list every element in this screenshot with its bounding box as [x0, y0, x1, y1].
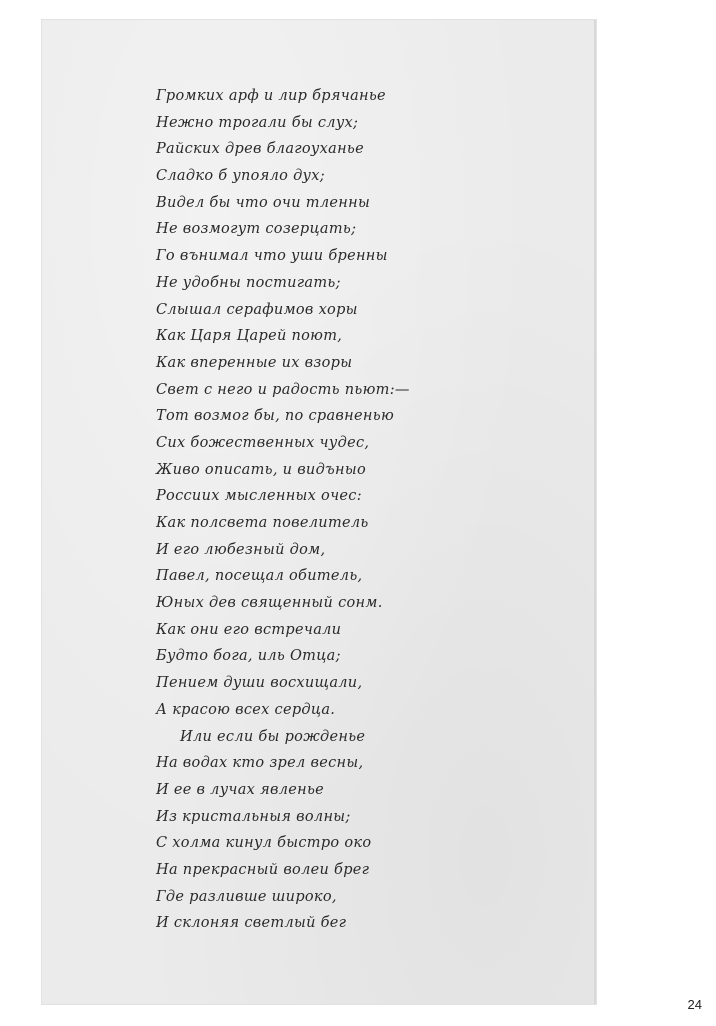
poem-line: Из кристальныя волны; — [156, 808, 351, 825]
poem-line: Сих божественных чудес, — [156, 434, 370, 451]
sheet-edge — [594, 20, 596, 1004]
poem-line: И его любезный дом, — [156, 541, 326, 558]
poem-line: Юных дев священный сонм. — [156, 595, 383, 612]
poem-line: А красою всех сердца. — [156, 701, 336, 718]
poem-line: Будто бога, иль Отца; — [156, 648, 341, 665]
poem-line: Слышал серафимов хоры — [156, 301, 358, 318]
poem-line: Го вънимал что уши бренны — [156, 248, 388, 265]
poem-line: Где разливше широко, — [156, 888, 337, 905]
poem-line: Россиих мысленных очес: — [156, 488, 362, 505]
poem-text — [156, 83, 576, 937]
poem-line: Громких арф и лир брячанье — [156, 88, 386, 104]
poem-line: Как вперенные их взоры — [156, 354, 353, 371]
page-number: 24 — [687, 997, 702, 1012]
poem-line: Как Царя Царей поют, — [156, 328, 343, 345]
poem-line: На прекрасный волеи брег — [156, 861, 370, 878]
poem-line: Или если бы рожденье — [180, 728, 366, 745]
poem-line: И склоняя светлый бег — [156, 915, 347, 932]
poem-line: Райских древ благоуханье — [156, 141, 364, 158]
poem-line: Свет с него и радость пьют:— — [156, 381, 410, 398]
poem-line: Сладко б упояло дух; — [156, 168, 325, 185]
poem-line: Нежно трогали бы слух; — [156, 114, 359, 131]
poem-line: Как полсвета повелитель — [156, 515, 369, 531]
poem-line: Как они его встречали — [156, 621, 342, 638]
poem-line: С холма кинул быстро око — [156, 835, 372, 852]
poem-line: Павел, посещал обитель, — [156, 568, 363, 585]
poem-line: Живо описать, и видъныо — [156, 461, 367, 478]
poem-line: Видел бы что очи тленны — [156, 194, 371, 211]
poem-line: Тот возмог бы, по сравненью — [156, 408, 395, 425]
manuscript-sheet — [42, 20, 596, 1004]
poem-line: Не возмогут созерцать; — [156, 221, 357, 238]
poem-line: Не удобны постигать; — [156, 274, 341, 291]
poem-line: Пением души восхищали, — [156, 675, 363, 692]
poem-line: На водах кто зрел весны, — [156, 755, 364, 772]
poem-line: И ее в лучах явленье — [156, 781, 325, 798]
